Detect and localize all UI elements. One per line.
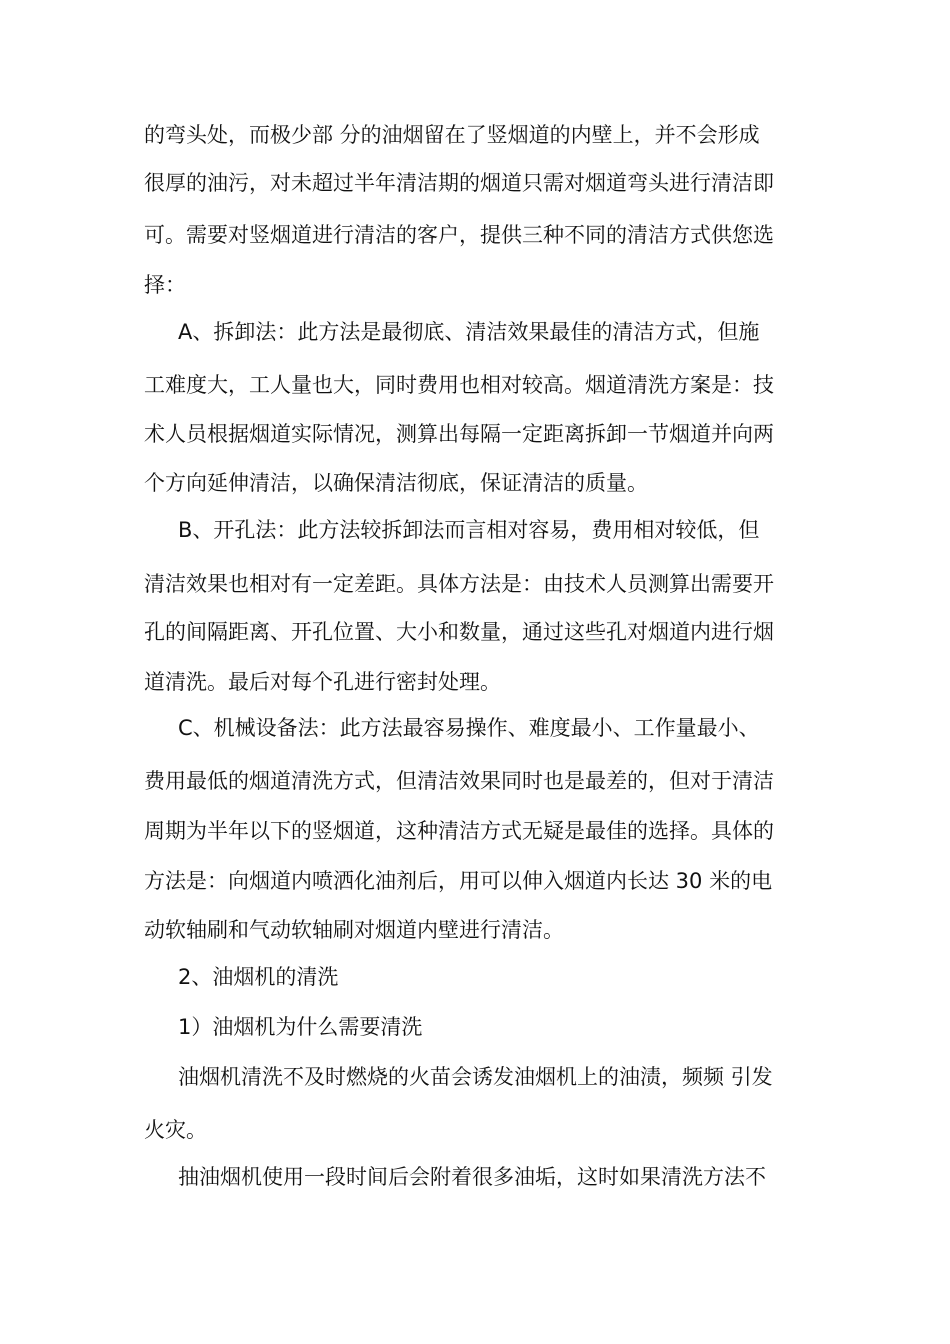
method-a-line-3: 术人员根据烟道实际情况，测算出每隔一定距离拆卸一节烟道并向两 — [144, 422, 774, 446]
method-a-line-2: 工难度大，工人量也大，同时费用也相对较高。烟道清洗方案是：技 — [144, 373, 774, 397]
method-a-line-1: A、拆卸法：此方法是最彻底、清洁效果最佳的清洁方式，但施 — [178, 320, 760, 344]
subsection-heading-2-1: 1）油烟机为什么需要清洗 — [178, 1015, 423, 1039]
method-b-line-4: 道清洗。最后对每个孔进行密封处理。 — [144, 670, 501, 694]
paragraph-fire-line-1: 油烟机清洗不及时燃烧的火苗会诱发油烟机上的油渍，频频 引发 — [178, 1065, 773, 1089]
method-c-line-2: 费用最低的烟道清洗方式，但清洁效果同时也是最差的，但对于清洁 — [144, 769, 774, 793]
paragraph-1-line-4: 择： — [144, 273, 186, 297]
method-c-line-3: 周期为半年以下的竖烟道，这种清洁方式无疑是最佳的选择。具体的 — [144, 819, 774, 843]
section-heading-2: 2、油烟机的清洗 — [178, 965, 339, 989]
method-a-line-4: 个方向延伸清洁，以确保清洁彻底，保证清洁的质量。 — [144, 471, 648, 495]
paragraph-fire-line-2: 火灾。 — [144, 1118, 207, 1142]
method-c-line-4: 方法是：向烟道内喷洒化油剂后，用可以伸入烟道内长达 30 米的电 — [144, 869, 773, 893]
method-b-line-1: B、开孔法：此方法较拆卸法而言相对容易，费用相对较低，但 — [178, 518, 760, 542]
paragraph-last-line-1: 抽油烟机使用一段时间后会附着很多油垢，这时如果清洗方法不 — [178, 1165, 766, 1189]
method-b-line-3: 孔的间隔距离、开孔位置、大小和数量，通过这些孔对烟道内进行烟 — [144, 620, 774, 644]
paragraph-1-line-3: 可。需要对竖烟道进行清洁的客户，提供三种不同的清洁方式供您选 — [144, 223, 774, 247]
method-c-line-1: C、机械设备法：此方法最容易操作、难度最小、工作量最小、 — [178, 716, 760, 740]
paragraph-1-line-2: 很厚的油污，对未超过半年清洁期的烟道只需对烟道弯头进行清洁即 — [144, 171, 774, 195]
method-c-line-5: 动软轴刷和气动软轴刷对烟道内壁进行清洁。 — [144, 918, 564, 942]
paragraph-1-line-1: 的弯头处，而极少部 分的油烟留在了竖烟道的内壁上，并不会形成 — [144, 123, 760, 147]
method-b-line-2: 清洁效果也相对有一定差距。具体方法是：由技术人员测算出需要开 — [144, 572, 774, 596]
